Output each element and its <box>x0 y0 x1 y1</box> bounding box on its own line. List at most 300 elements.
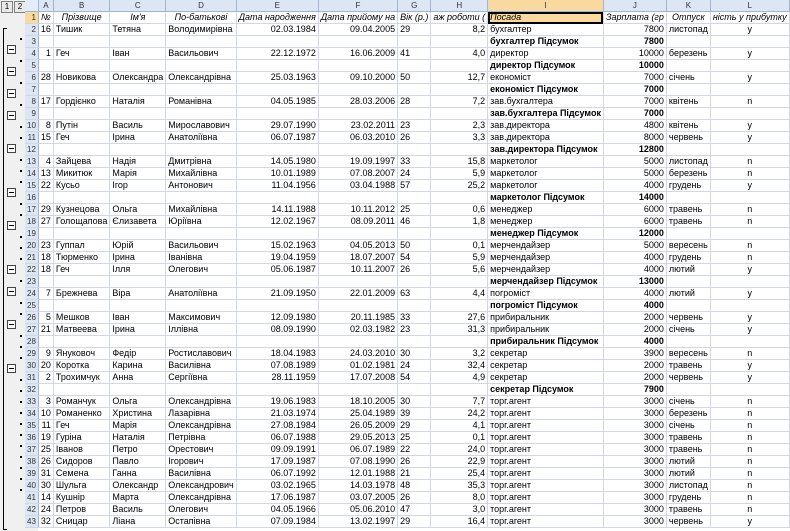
cell-profit-share[interactable]: у <box>710 120 789 132</box>
cell-patronymic[interactable]: Василівна <box>166 360 236 372</box>
row-number[interactable]: 15 <box>25 180 38 192</box>
cell-profit-share[interactable] <box>710 276 789 288</box>
cell-name[interactable] <box>110 60 166 72</box>
cell-profit-share[interactable]: n <box>710 456 789 468</box>
cell-name[interactable]: Наталія <box>110 96 166 108</box>
cell-position[interactable]: секретар <box>488 372 604 384</box>
cell-salary[interactable]: 3000 <box>603 492 666 504</box>
select-all-corner[interactable] <box>25 0 38 12</box>
cell-profit-share[interactable]: у <box>710 180 789 192</box>
cell-surname[interactable]: Голощапова <box>53 216 109 228</box>
cell-patronymic[interactable]: Мирославович <box>166 120 236 132</box>
cell-birth-date[interactable]: 14.05.1980 <box>236 156 318 168</box>
cell-profit-share[interactable]: у <box>710 72 789 84</box>
cell-hire-date[interactable]: 18.10.2005 <box>318 396 397 408</box>
cell-salary[interactable]: 3000 <box>603 516 666 528</box>
outline-level-2-button[interactable]: 2 <box>14 1 26 13</box>
cell-surname[interactable] <box>53 384 109 396</box>
cell-patronymic[interactable] <box>166 276 236 288</box>
cell-name[interactable]: Ілля <box>110 264 166 276</box>
cell-number[interactable] <box>38 36 53 48</box>
cell-surname[interactable] <box>53 84 109 96</box>
cell-age[interactable]: 24 <box>398 360 431 372</box>
cell-experience[interactable]: 7,2 <box>431 96 488 108</box>
row-number[interactable]: 43 <box>25 516 38 528</box>
cell-hire-date[interactable]: 04.05.2013 <box>318 240 397 252</box>
cell-number[interactable]: 31 <box>38 468 53 480</box>
cell-position[interactable]: секретар Підсумок <box>488 384 604 396</box>
cell-birth-date[interactable]: 17.06.1987 <box>236 492 318 504</box>
cell-salary[interactable]: 3000 <box>603 408 666 420</box>
cell-birth-date[interactable] <box>236 192 318 204</box>
cell-surname[interactable]: Тюрменко <box>53 252 109 264</box>
cell-surname[interactable]: Кусьо <box>53 180 109 192</box>
cell-patronymic[interactable]: Ігорович <box>166 456 236 468</box>
cell-hire-date[interactable]: 20.11.1985 <box>318 312 397 324</box>
header-cell-patronymic[interactable]: По-батькові <box>166 12 236 24</box>
cell-birth-date[interactable] <box>236 60 318 72</box>
cell-position[interactable]: прибиральник <box>488 312 604 324</box>
cell-profit-share[interactable]: n <box>710 408 789 420</box>
cell-profit-share[interactable]: n <box>710 348 789 360</box>
cell-salary[interactable]: 2000 <box>603 324 666 336</box>
cell-experience[interactable]: 5,9 <box>431 168 488 180</box>
cell-profit-share[interactable]: n <box>710 396 789 408</box>
cell-age[interactable]: 24 <box>398 168 431 180</box>
row-number[interactable]: 29 <box>25 348 38 360</box>
cell-experience[interactable]: 16,4 <box>431 516 488 528</box>
cell-salary[interactable]: 5000 <box>603 168 666 180</box>
cell-age[interactable]: 23 <box>398 324 431 336</box>
cell-surname[interactable]: Кушнір <box>53 492 109 504</box>
cell-name[interactable]: Петро <box>110 444 166 456</box>
cell-profit-share[interactable] <box>710 192 789 204</box>
cell-position[interactable]: торг.агент <box>488 456 604 468</box>
cell-profit-share[interactable] <box>710 228 789 240</box>
cell-experience[interactable]: 2,3 <box>431 120 488 132</box>
cell-surname[interactable]: Гуріна <box>53 432 109 444</box>
cell-position[interactable]: зав.бухгалтера <box>488 96 604 108</box>
cell-experience[interactable] <box>431 300 488 312</box>
cell-position[interactable]: зав.директора <box>488 120 604 132</box>
cell-hire-date[interactable]: 24.03.2010 <box>318 348 397 360</box>
cell-birth-date[interactable]: 06.07.1987 <box>236 132 318 144</box>
cell-patronymic[interactable]: Олександрівна <box>166 72 236 84</box>
cell-profit-share[interactable] <box>710 384 789 396</box>
header-cell-surname[interactable]: Прізвище <box>53 12 109 24</box>
row-number[interactable]: 28 <box>25 336 38 348</box>
cell-profit-share[interactable]: у <box>710 264 789 276</box>
outline-collapse-button[interactable] <box>7 111 16 120</box>
cell-surname[interactable]: Матвеева <box>53 324 109 336</box>
cell-position[interactable]: погроміст Підсумок <box>488 300 604 312</box>
cell-age[interactable] <box>398 384 431 396</box>
cell-birth-date[interactable]: 29.07.1990 <box>236 120 318 132</box>
column-header-d[interactable]: D <box>166 0 236 12</box>
column-header-b[interactable]: B <box>53 0 109 12</box>
cell-experience[interactable]: 25,4 <box>431 468 488 480</box>
cell-hire-date[interactable] <box>318 384 397 396</box>
cell-patronymic[interactable]: Анатоліївна <box>166 288 236 300</box>
cell-salary[interactable]: 3900 <box>603 348 666 360</box>
cell-position[interactable]: економіст Підсумок <box>488 84 604 96</box>
row-number[interactable]: 32 <box>25 384 38 396</box>
cell-age[interactable] <box>398 192 431 204</box>
cell-birth-date[interactable]: 02.03.1984 <box>236 24 318 36</box>
row-number[interactable]: 5 <box>25 60 38 72</box>
cell-name[interactable]: Марта <box>110 492 166 504</box>
cell-patronymic[interactable] <box>166 384 236 396</box>
cell-position[interactable]: мерчендайзер <box>488 264 604 276</box>
cell-profit-share[interactable]: n <box>710 168 789 180</box>
cell-position[interactable]: торг.агент <box>488 516 604 528</box>
cell-patronymic[interactable]: Антонович <box>166 180 236 192</box>
cell-name[interactable]: Іван <box>110 48 166 60</box>
cell-age[interactable]: 22 <box>398 444 431 456</box>
outline-collapse-button[interactable] <box>7 265 16 274</box>
cell-number[interactable]: 2 <box>38 372 53 384</box>
cell-number[interactable] <box>38 300 53 312</box>
cell-position[interactable]: мерчендайзер <box>488 252 604 264</box>
row-number[interactable]: 13 <box>25 156 38 168</box>
cell-birth-date[interactable] <box>236 228 318 240</box>
cell-vacation[interactable]: березень <box>666 408 710 420</box>
cell-patronymic[interactable]: Олександрівна <box>166 396 236 408</box>
cell-name[interactable] <box>110 84 166 96</box>
cell-age[interactable]: 50 <box>398 240 431 252</box>
cell-birth-date[interactable]: 07.09.1984 <box>236 516 318 528</box>
cell-age[interactable] <box>398 300 431 312</box>
cell-position[interactable]: менеджер Підсумок <box>488 228 604 240</box>
cell-age[interactable]: 33 <box>398 312 431 324</box>
cell-surname[interactable]: Зайцева <box>53 156 109 168</box>
cell-vacation[interactable]: грудень <box>666 492 710 504</box>
row-number[interactable]: 21 <box>25 252 38 264</box>
column-header-f[interactable]: F <box>318 0 397 12</box>
cell-number[interactable]: 20 <box>38 360 53 372</box>
cell-surname[interactable]: Геч <box>53 420 109 432</box>
row-number[interactable]: 1 <box>25 12 38 24</box>
cell-hire-date[interactable]: 03.04.1988 <box>318 180 397 192</box>
cell-vacation[interactable] <box>666 192 710 204</box>
cell-birth-date[interactable] <box>236 276 318 288</box>
cell-salary[interactable]: 7900 <box>603 384 666 396</box>
cell-salary[interactable]: 3000 <box>603 444 666 456</box>
row-number[interactable]: 34 <box>25 408 38 420</box>
cell-experience[interactable]: 0,6 <box>431 204 488 216</box>
cell-patronymic[interactable] <box>166 60 236 72</box>
cell-age[interactable] <box>398 60 431 72</box>
cell-surname[interactable] <box>53 60 109 72</box>
cell-hire-date[interactable] <box>318 108 397 120</box>
cell-number[interactable]: 27 <box>38 216 53 228</box>
cell-patronymic[interactable] <box>166 192 236 204</box>
cell-hire-date[interactable]: 06.03.2010 <box>318 132 397 144</box>
cell-hire-date[interactable]: 23.02.2011 <box>318 120 397 132</box>
row-number[interactable]: 39 <box>25 468 38 480</box>
cell-experience[interactable] <box>431 384 488 396</box>
cell-patronymic[interactable] <box>166 36 236 48</box>
cell-birth-date[interactable]: 19.04.1959 <box>236 252 318 264</box>
cell-number[interactable]: 22 <box>38 180 53 192</box>
cell-age[interactable]: 54 <box>398 252 431 264</box>
cell-salary[interactable]: 10000 <box>603 60 666 72</box>
cell-patronymic[interactable]: Олександрович <box>166 480 236 492</box>
cell-vacation[interactable]: лютий <box>666 468 710 480</box>
cell-vacation[interactable]: січень <box>666 72 710 84</box>
cell-birth-date[interactable]: 17.09.1987 <box>236 456 318 468</box>
cell-birth-date[interactable]: 15.02.1963 <box>236 240 318 252</box>
cell-surname[interactable]: Януковоч <box>53 348 109 360</box>
row-number[interactable]: 12 <box>25 144 38 156</box>
cell-number[interactable]: 13 <box>38 168 53 180</box>
cell-salary[interactable]: 2000 <box>603 360 666 372</box>
cell-position[interactable]: погроміст <box>488 288 604 300</box>
row-number[interactable]: 18 <box>25 216 38 228</box>
cell-name[interactable]: Ірина <box>110 132 166 144</box>
cell-name[interactable] <box>110 144 166 156</box>
cell-vacation[interactable] <box>666 144 710 156</box>
cell-surname[interactable]: Геч <box>53 264 109 276</box>
cell-name[interactable]: Ольга <box>110 396 166 408</box>
cell-experience[interactable]: 24,0 <box>431 444 488 456</box>
cell-hire-date[interactable] <box>318 300 397 312</box>
cell-experience[interactable] <box>431 336 488 348</box>
cell-vacation[interactable]: лютий <box>666 456 710 468</box>
cell-position[interactable]: прибиральник <box>488 324 604 336</box>
cell-number[interactable]: 10 <box>38 408 53 420</box>
cell-position[interactable]: зав.директора <box>488 132 604 144</box>
outline-collapse-button[interactable] <box>7 221 16 230</box>
cell-experience[interactable]: 5,9 <box>431 252 488 264</box>
cell-number[interactable] <box>38 144 53 156</box>
cell-experience[interactable]: 35,3 <box>431 480 488 492</box>
row-number[interactable]: 19 <box>25 228 38 240</box>
cell-salary[interactable]: 2000 <box>603 372 666 384</box>
cell-patronymic[interactable]: Петрівна <box>166 432 236 444</box>
outline-collapse-button[interactable] <box>7 45 16 54</box>
cell-number[interactable]: 21 <box>38 324 53 336</box>
header-cell-name[interactable]: Ім'я <box>110 12 166 24</box>
cell-name[interactable]: Олександра <box>110 72 166 84</box>
row-number[interactable]: 7 <box>25 84 38 96</box>
cell-number[interactable]: 24 <box>38 504 53 516</box>
row-number[interactable]: 4 <box>25 48 38 60</box>
cell-vacation[interactable] <box>666 84 710 96</box>
cell-experience[interactable]: 31,3 <box>431 324 488 336</box>
cell-surname[interactable]: Петров <box>53 504 109 516</box>
cell-number[interactable]: 25 <box>38 444 53 456</box>
row-number[interactable]: 16 <box>25 192 38 204</box>
cell-age[interactable]: 29 <box>398 420 431 432</box>
row-number[interactable]: 22 <box>25 264 38 276</box>
cell-name[interactable]: Ірина <box>110 252 166 264</box>
row-number[interactable]: 20 <box>25 240 38 252</box>
row-number[interactable]: 10 <box>25 120 38 132</box>
row-number[interactable]: 35 <box>25 420 38 432</box>
cell-vacation[interactable] <box>666 384 710 396</box>
cell-salary[interactable]: 6000 <box>603 204 666 216</box>
cell-position[interactable]: бухгалтер <box>488 24 604 36</box>
cell-experience[interactable]: 24,2 <box>431 408 488 420</box>
row-number[interactable]: 38 <box>25 456 38 468</box>
cell-birth-date[interactable]: 21.03.1974 <box>236 408 318 420</box>
cell-birth-date[interactable] <box>236 36 318 48</box>
cell-experience[interactable] <box>431 108 488 120</box>
cell-name[interactable]: Олександр <box>110 480 166 492</box>
cell-salary[interactable]: 4000 <box>603 264 666 276</box>
cell-patronymic[interactable]: Романівна <box>166 96 236 108</box>
cell-salary[interactable]: 7800 <box>603 36 666 48</box>
cell-hire-date[interactable]: 07.08.1990 <box>318 456 397 468</box>
cell-profit-share[interactable]: у <box>710 324 789 336</box>
cell-surname[interactable]: Геч <box>53 132 109 144</box>
cell-patronymic[interactable]: Ростиславович <box>166 348 236 360</box>
cell-birth-date[interactable]: 07.08.1989 <box>236 360 318 372</box>
cell-profit-share[interactable]: у <box>710 132 789 144</box>
cell-age[interactable]: 25 <box>398 204 431 216</box>
cell-birth-date[interactable] <box>236 144 318 156</box>
cell-salary[interactable]: 13000 <box>603 276 666 288</box>
cell-vacation[interactable]: травень <box>666 216 710 228</box>
cell-name[interactable]: Марія <box>110 420 166 432</box>
cell-position[interactable]: менеджер <box>488 216 604 228</box>
row-number[interactable]: 9 <box>25 108 38 120</box>
cell-name[interactable]: Тетяна <box>110 24 166 36</box>
cell-surname[interactable]: Трохимчук <box>53 372 109 384</box>
cell-salary[interactable]: 3000 <box>603 504 666 516</box>
cell-hire-date[interactable]: 13.02.1997 <box>318 516 397 528</box>
cell-experience[interactable]: 3,3 <box>431 132 488 144</box>
cell-experience[interactable]: 0,1 <box>431 432 488 444</box>
cell-birth-date[interactable]: 22.12.1972 <box>236 48 318 60</box>
cell-age[interactable] <box>398 36 431 48</box>
cell-salary[interactable]: 7000 <box>603 72 666 84</box>
row-number[interactable]: 2 <box>25 24 38 36</box>
cell-age[interactable]: 26 <box>398 132 431 144</box>
row-number[interactable]: 27 <box>25 324 38 336</box>
cell-hire-date[interactable]: 29.05.2013 <box>318 432 397 444</box>
cell-age[interactable] <box>398 108 431 120</box>
cell-number[interactable]: 8 <box>38 120 53 132</box>
row-number[interactable]: 26 <box>25 312 38 324</box>
cell-salary[interactable]: 4800 <box>603 120 666 132</box>
cell-patronymic[interactable]: Остапівна <box>166 516 236 528</box>
cell-salary[interactable]: 5000 <box>603 240 666 252</box>
cell-position[interactable]: бухгалтер Підсумок <box>488 36 604 48</box>
cell-salary[interactable]: 3000 <box>603 432 666 444</box>
cell-hire-date[interactable]: 03.07.2005 <box>318 492 397 504</box>
column-header-j[interactable]: J <box>603 0 666 12</box>
cell-name[interactable]: Василь <box>110 120 166 132</box>
cell-position[interactable]: маркетолог <box>488 156 604 168</box>
cell-age[interactable]: 30 <box>398 348 431 360</box>
cell-vacation[interactable]: вересень <box>666 348 710 360</box>
cell-experience[interactable]: 4,9 <box>431 372 488 384</box>
cell-age[interactable]: 26 <box>398 456 431 468</box>
cell-position[interactable]: мерчендайзер <box>488 240 604 252</box>
cell-number[interactable] <box>38 60 53 72</box>
cell-birth-date[interactable]: 06.07.1992 <box>236 468 318 480</box>
cell-profit-share[interactable] <box>710 60 789 72</box>
cell-profit-share[interactable]: n <box>710 504 789 516</box>
cell-name[interactable] <box>110 276 166 288</box>
cell-age[interactable] <box>398 144 431 156</box>
cell-experience[interactable] <box>431 228 488 240</box>
cell-number[interactable]: 18 <box>38 252 53 264</box>
cell-age[interactable]: 46 <box>398 216 431 228</box>
cell-vacation[interactable] <box>666 276 710 288</box>
cell-birth-date[interactable]: 11.04.1956 <box>236 180 318 192</box>
row-number[interactable]: 41 <box>25 492 38 504</box>
cell-position[interactable]: маркетолог <box>488 180 604 192</box>
cell-profit-share[interactable] <box>710 36 789 48</box>
cell-profit-share[interactable]: у <box>710 360 789 372</box>
cell-profit-share[interactable]: n <box>710 468 789 480</box>
cell-salary[interactable]: 5000 <box>603 156 666 168</box>
cell-experience[interactable]: 27,6 <box>431 312 488 324</box>
row-number[interactable]: 11 <box>25 132 38 144</box>
cell-position[interactable]: маркетолог <box>488 168 604 180</box>
row-number[interactable]: 14 <box>25 168 38 180</box>
cell-salary[interactable]: 3000 <box>603 396 666 408</box>
cell-profit-share[interactable] <box>710 108 789 120</box>
cell-birth-date[interactable] <box>236 300 318 312</box>
outline-collapse-button[interactable] <box>7 320 16 329</box>
cell-salary[interactable]: 3000 <box>603 456 666 468</box>
cell-vacation[interactable] <box>666 228 710 240</box>
cell-hire-date[interactable] <box>318 276 397 288</box>
cell-birth-date[interactable]: 08.09.1990 <box>236 324 318 336</box>
cell-patronymic[interactable]: Васильович <box>166 240 236 252</box>
header-cell-profit-share[interactable]: ність у прибутку <box>710 12 789 24</box>
cell-name[interactable]: Ольга <box>110 204 166 216</box>
cell-salary[interactable]: 12000 <box>603 228 666 240</box>
cell-position[interactable]: директор Підсумок <box>488 60 604 72</box>
cell-profit-share[interactable] <box>710 300 789 312</box>
cell-number[interactable] <box>38 336 53 348</box>
cell-hire-date[interactable]: 09.04.2005 <box>318 24 397 36</box>
row-number[interactable]: 24 <box>25 288 38 300</box>
cell-patronymic[interactable] <box>166 84 236 96</box>
cell-number[interactable]: 11 <box>38 420 53 432</box>
cell-salary[interactable]: 3000 <box>603 480 666 492</box>
cell-name[interactable] <box>110 228 166 240</box>
cell-experience[interactable]: 22,9 <box>431 456 488 468</box>
cell-vacation[interactable]: листопад <box>666 156 710 168</box>
cell-age[interactable]: 54 <box>398 372 431 384</box>
cell-hire-date[interactable] <box>318 60 397 72</box>
cell-vacation[interactable]: червень <box>666 312 710 324</box>
cell-vacation[interactable] <box>666 60 710 72</box>
cell-vacation[interactable]: лютий <box>666 288 710 300</box>
cell-birth-date[interactable]: 05.06.1987 <box>236 264 318 276</box>
cell-age[interactable]: 23 <box>398 120 431 132</box>
cell-vacation[interactable] <box>666 36 710 48</box>
cell-surname[interactable]: Микитюк <box>53 168 109 180</box>
cell-patronymic[interactable]: Володимирівна <box>166 24 236 36</box>
cell-hire-date[interactable] <box>318 192 397 204</box>
header-cell-number[interactable]: № <box>38 12 53 24</box>
cell-salary[interactable]: 8000 <box>603 132 666 144</box>
cell-hire-date[interactable] <box>318 84 397 96</box>
cell-patronymic[interactable]: Олегович <box>166 264 236 276</box>
cell-hire-date[interactable]: 05.06.2010 <box>318 504 397 516</box>
header-cell-vacation[interactable]: Отпуск <box>666 12 710 24</box>
row-number[interactable]: 40 <box>25 480 38 492</box>
cell-patronymic[interactable] <box>166 300 236 312</box>
cell-vacation[interactable] <box>666 336 710 348</box>
